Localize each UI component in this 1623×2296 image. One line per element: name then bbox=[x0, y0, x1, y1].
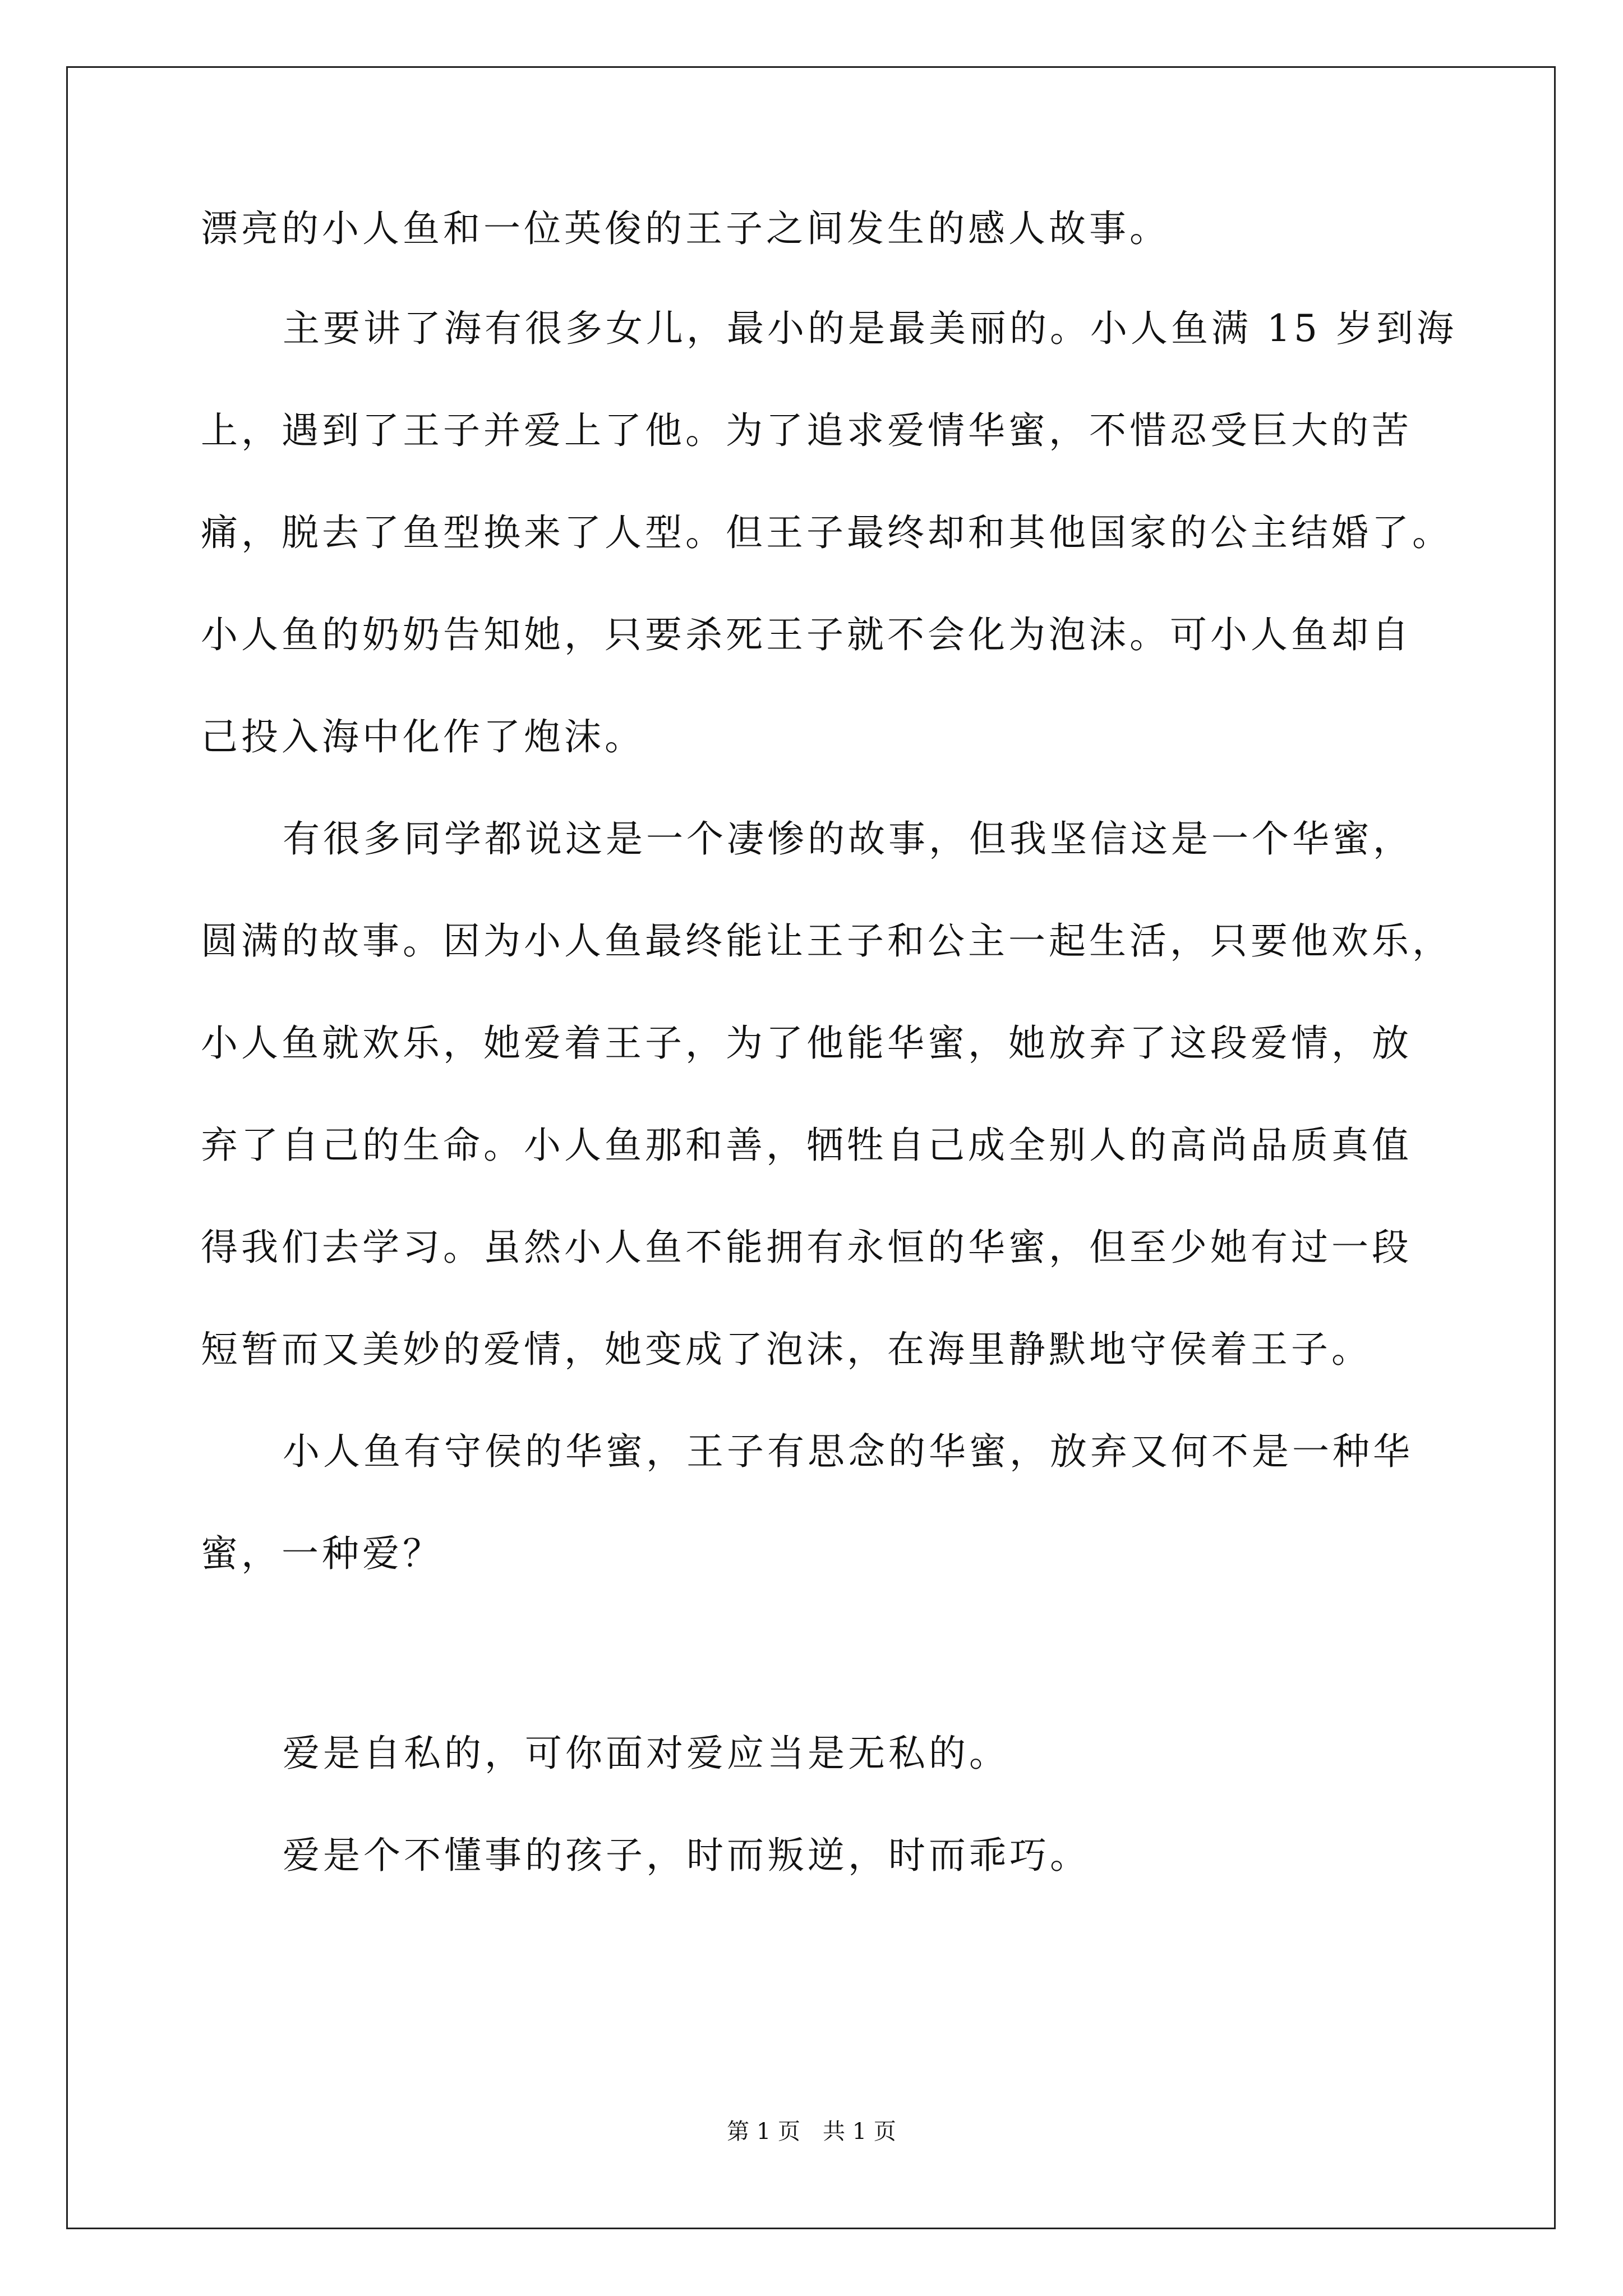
paragraph-line: 小人鱼有守侯的华蜜，王子有思念的华蜜，放弃又何不是一种华 bbox=[283, 1430, 1413, 1473]
text-line: 漂亮的小人鱼和一位英俊的王子之间发生的感人故事。 bbox=[201, 207, 1170, 250]
text-line: 弃了自己的生命。小人鱼那和善，牺牲自己成全别人的高尚品质真值 bbox=[201, 1124, 1412, 1167]
text-line: 己投入海中化作了炮沫。 bbox=[201, 715, 645, 758]
paragraph-line: 有很多同学都说这是一个凄惨的故事，但我坚信这是一个华蜜， bbox=[283, 817, 1413, 861]
text-line: 蜜，一种爱？ bbox=[201, 1532, 443, 1575]
text-line: 得我们去学习。虽然小人鱼不能拥有永恒的华蜜，但至少她有过一段 bbox=[201, 1226, 1412, 1269]
text-line: 短暂而又美妙的爱情，她变成了泡沫，在海里静默地守侯着王子。 bbox=[201, 1328, 1372, 1371]
text-line: 小人鱼的奶奶告知她，只要杀死王子就不会化为泡沫。可小人鱼却自 bbox=[201, 613, 1412, 656]
page-number: 第 1 页 共 1 页 bbox=[727, 2119, 896, 2145]
paragraph-line: 爱是自私的，可你面对爱应当是无私的。 bbox=[283, 1732, 1009, 1775]
text-line: 小人鱼就欢乐，她爱着王子，为了他能华蜜，她放弃了这段爱情，放 bbox=[201, 1022, 1412, 1065]
text-line: 痛，脱去了鱼型换来了人型。但王子最终却和其他国家的公主结婚了。 bbox=[201, 511, 1453, 554]
paragraph-line: 主要讲了海有很多女儿，最小的是最美丽的。小人鱼满 15 岁到海 bbox=[283, 307, 1457, 350]
paragraph-line: 爱是个不懂事的孩子，时而叛逆，时而乖巧。 bbox=[283, 1834, 1090, 1877]
text-line: 圆满的故事。因为小人鱼最终能让王子和公主一起生活，只要他欢乐， bbox=[201, 919, 1453, 963]
text-line: 上，遇到了王子并爱上了他。为了追求爱情华蜜，不惜忍受巨大的苦 bbox=[201, 409, 1412, 452]
